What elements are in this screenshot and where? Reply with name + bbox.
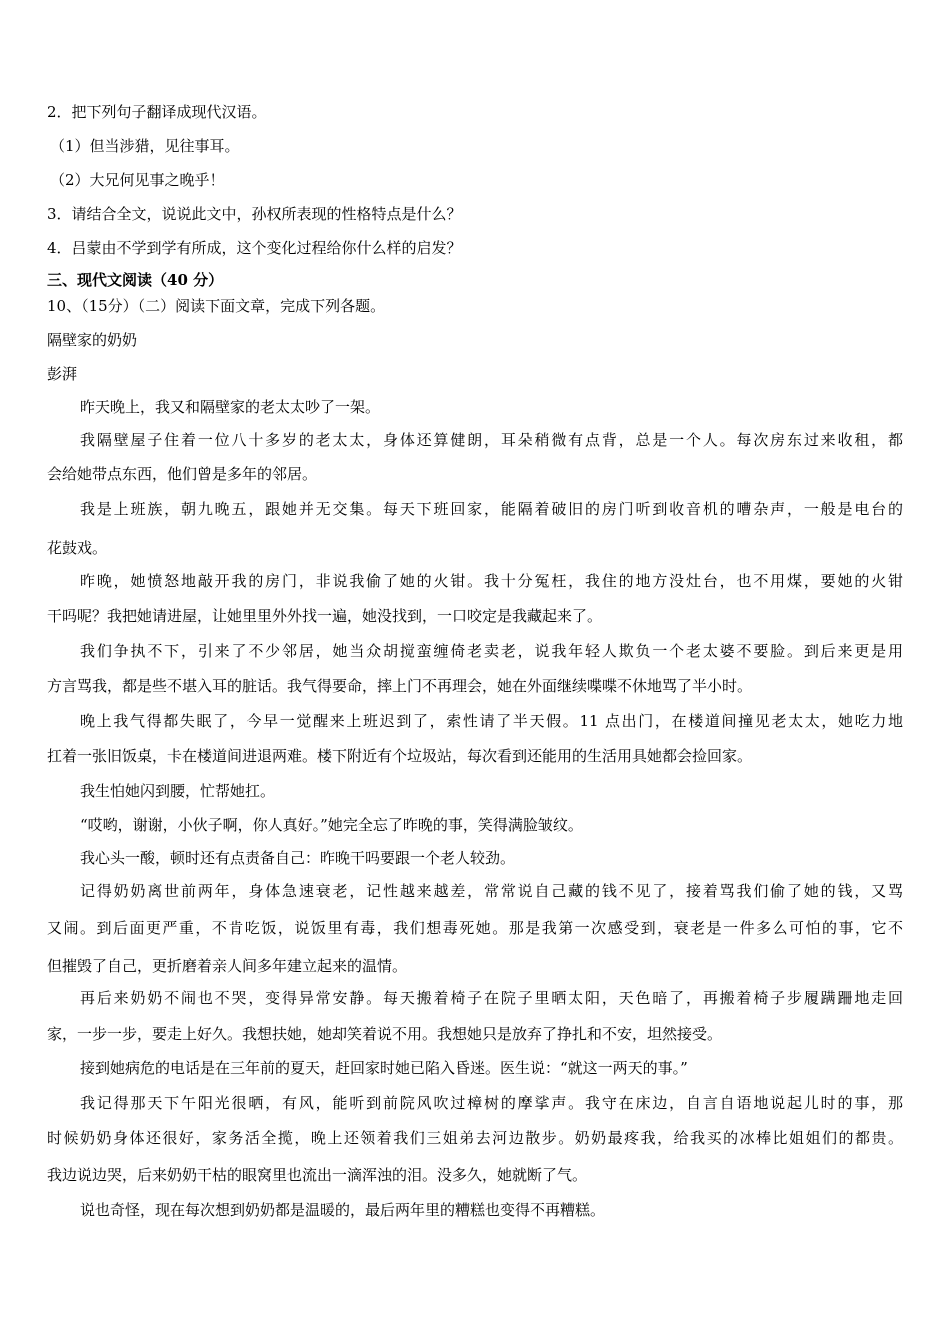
article-title: 隔壁家的奶奶 <box>47 331 138 349</box>
article-author: 彭湃 <box>47 365 78 383</box>
section-intro: 10、（15分）（二）阅读下面文章，完成下列各题。 <box>47 297 386 315</box>
paragraph-8: “哎哟，谢谢，小伙子啊，你人真好。”她完全忘了昨晚的事，笑得满脸皱纹。 <box>80 816 583 834</box>
paragraph-6-line-2: 扛着一张旧饭桌，卡在楼道间进退两难。楼下附近有个垃圾站，每次看到还能用的生活用具她都会捡回家。 <box>47 747 753 765</box>
paragraph-11-line-2: 家，一步一步，要走上好久。我想扶她，她却笑着说不用。我想她只是放弃了挣扎和不安，坦然接受。 <box>47 1025 723 1043</box>
paragraph-4-line-1: 昨晚，她愤怒地敲开我的房门，非说我偷了她的火钳。我十分冤枉，我住的地方没灶台，也不用煤，要她的火钳 <box>80 572 903 590</box>
paragraph-4-line-2: 干吗呢？我把她请进屋，让她里里外外找一遍，她没找到，一口咬定是我藏起来了。 <box>47 607 603 625</box>
question-2-item-1: （1）但当涉猎，见往事耳。 <box>50 137 240 155</box>
paragraph-10-line-2: 又闹。到后面更严重，不肯吃饭，说饭里有毒，我们想毒死她。那是我第一次感受到，衰老是一件多么可怕的事，它不 <box>47 919 903 937</box>
paragraph-3-line-1: 我是上班族，朝九晚五，跟她并无交集。每天下班回家，能隔着破旧的房门听到收音机的嘈杂声，一般是电台的 <box>80 500 903 518</box>
question-3: 3．请结合全文，说说此文中，孙权所表现的性格特点是什么？ <box>47 205 462 223</box>
paragraph-2-line-2: 会给她带点东西，他们曾是多年的邻居。 <box>47 465 318 483</box>
question-2: 2．把下列句子翻译成现代汉语。 <box>47 103 267 121</box>
question-2-item-2: （2）大兄何见事之晚乎！ <box>50 171 225 189</box>
paragraph-7: 我生怕她闪到腰，忙帮她扛。 <box>80 782 276 800</box>
paragraph-14: 说也奇怪，现在每次想到奶奶都是温暖的，最后两年里的糟糕也变得不再糟糕。 <box>80 1201 606 1219</box>
paragraph-13-line-3: 我边说边哭，后来奶奶干枯的眼窝里也流出一滴浑浊的泪。没多久，她就断了气。 <box>47 1166 588 1184</box>
paragraph-11-line-1: 再后来奶奶不闹也不哭，变得异常安静。每天搬着椅子在院子里晒太阳，天色暗了，再搬着椅子步履蹒跚地走回 <box>80 989 903 1007</box>
section-heading: 三、现代文阅读（40 分） <box>47 271 224 289</box>
paragraph-10-line-3: 但摧毁了自己，更折磨着亲人间多年建立起来的温情。 <box>47 957 408 975</box>
paragraph-5-line-2: 方言骂我，都是些不堪入耳的脏话。我气得要命，摔上门不再理会，她在外面继续喋喋不休地骂了半小时。 <box>47 677 753 695</box>
paragraph-5-line-1: 我们争执不下，引来了不少邻居，她当众胡搅蛮缠倚老卖老，说我年轻人欺负一个老太婆不要脸。到后来更是用 <box>80 642 903 660</box>
paragraph-12: 接到她病危的电话是在三年前的夏天，赶回家时她已陷入昏迷。医生说：“就这一两天的事。” <box>80 1059 688 1077</box>
question-4: 4．吕蒙由不学到学有所成，这个变化过程给你什么样的启发？ <box>47 239 462 257</box>
paragraph-6-line-1: 晚上我气得都失眠了，今早一觉醒来上班迟到了，索性请了半天假。11 点出门，在楼道间撞见老太太，她吃力地 <box>80 712 903 730</box>
paragraph-1: 昨天晚上，我又和隔壁家的老太太吵了一架。 <box>80 398 381 416</box>
paragraph-10-line-1: 记得奶奶离世前两年，身体急速衰老，记性越来越差，常常说自己藏的钱不见了，接着骂我们偷了她的钱，又骂 <box>80 882 903 900</box>
paragraph-13-line-2: 时候奶奶身体还很好，家务活全揽，晚上还领着我们三姐弟去河边散步。奶奶最疼我，给我买的冰棒比姐姐们的都贵。 <box>47 1129 903 1147</box>
paragraph-2-line-1: 我隔壁屋子住着一位八十多岁的老太太，身体还算健朗，耳朵稍微有点背，总是一个人。每次房东过来收租，都 <box>80 431 903 449</box>
paragraph-9: 我心头一酸，顿时还有点责备自己：昨晚干吗要跟一个老人较劲。 <box>80 849 516 867</box>
paragraph-13-line-1: 我记得那天下午阳光很晒，有风，能听到前院风吹过樟树的摩挲声。我守在床边，自言自语地说起儿时的事，那 <box>80 1094 903 1112</box>
paragraph-3-line-2: 花鼓戏。 <box>47 539 108 557</box>
